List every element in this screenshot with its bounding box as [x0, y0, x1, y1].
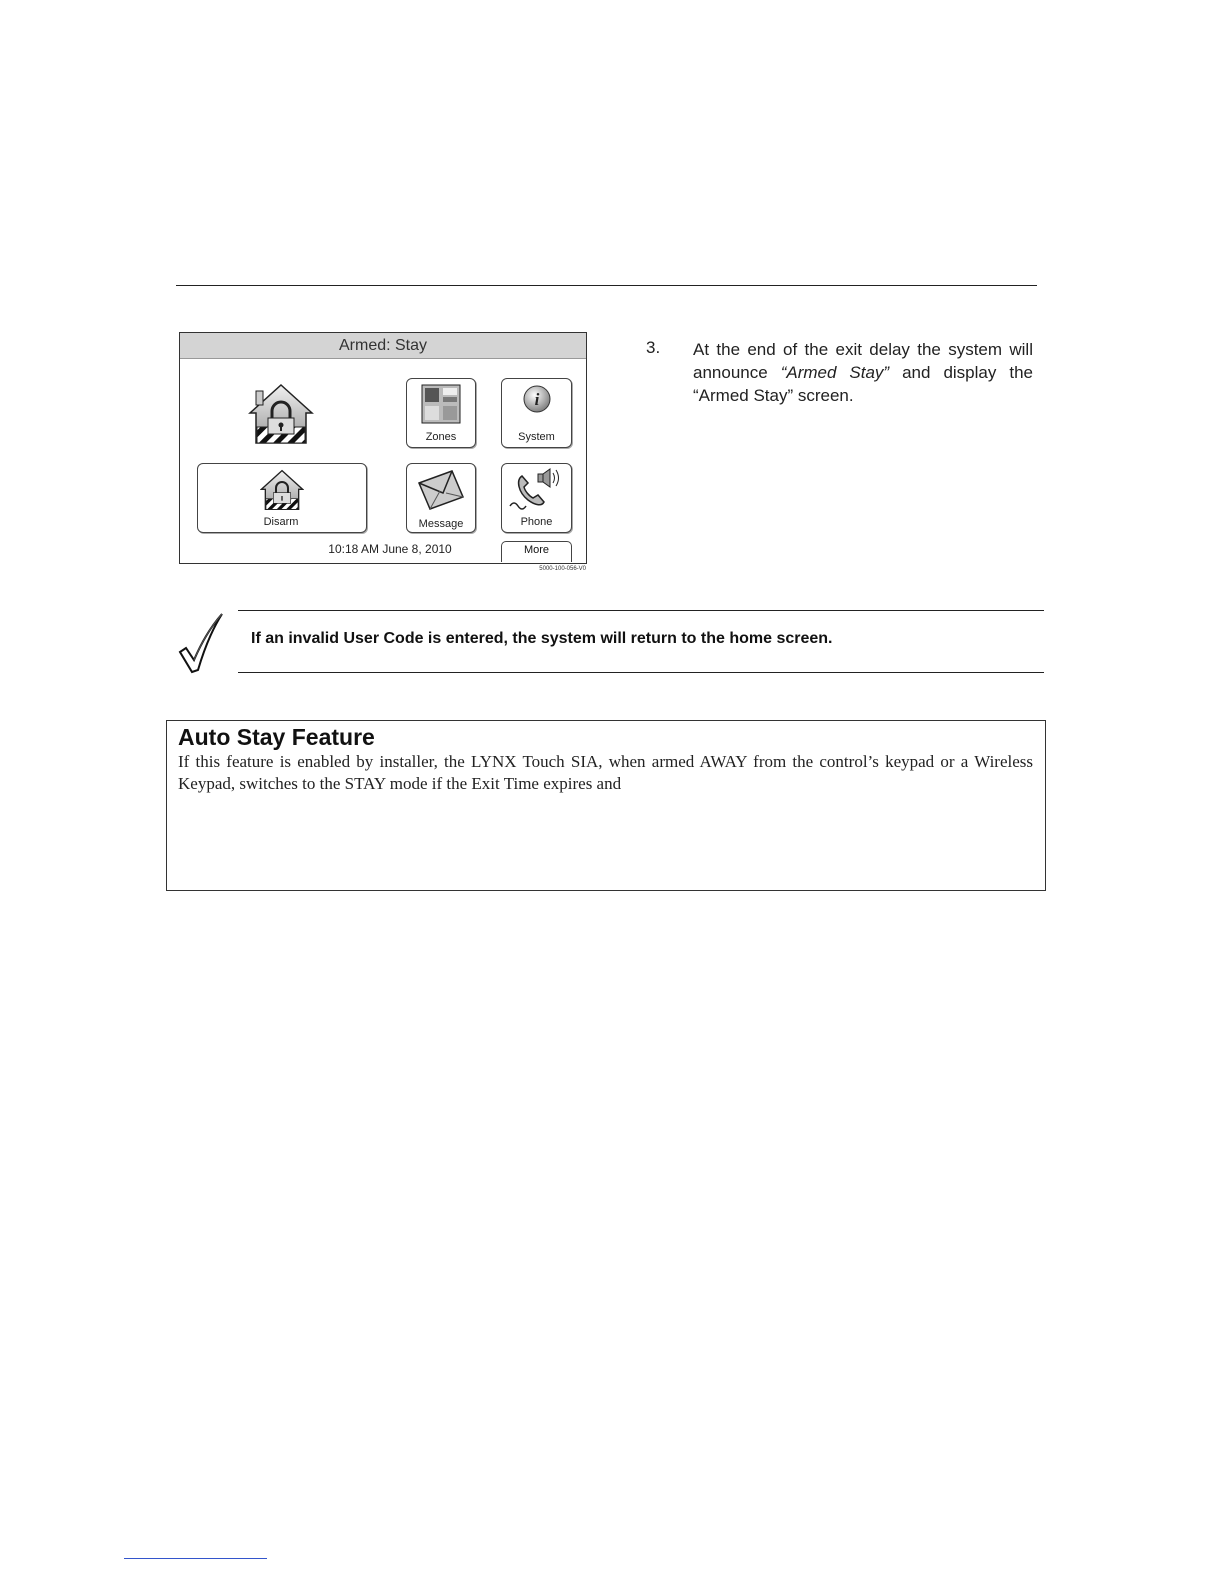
footer-link-rule — [124, 1558, 267, 1559]
system-button[interactable] — [501, 378, 572, 448]
message-button[interactable] — [406, 463, 476, 533]
zones-grid-icon — [421, 384, 461, 424]
system-label: System — [518, 431, 555, 443]
step-number: 3. — [646, 338, 661, 357]
date-time-readout: 10:18 AM June 8, 2010 — [328, 542, 452, 556]
disarm-label: Disarm — [263, 516, 299, 528]
disarm-house-icon — [260, 468, 304, 512]
armed-stay-screen-figure — [179, 332, 587, 564]
figure-id: 5000-100-056-V0 — [539, 566, 586, 572]
disarm-button[interactable] — [197, 463, 367, 533]
svg-text:i: i — [534, 390, 540, 409]
zones-label: Zones — [425, 431, 457, 443]
step-text-announcement: “Armed Stay” — [780, 363, 890, 382]
checkmark-icon — [176, 612, 224, 674]
auto-stay-feature-box — [166, 720, 1046, 891]
envelope-icon — [416, 469, 466, 511]
status-bar: Armed: Stay — [180, 333, 586, 359]
message-label: Message — [418, 518, 464, 530]
step-text-tail: and display the “Armed Stay” screen. — [693, 363, 1033, 405]
header-rule — [176, 285, 1037, 286]
armed-house-icon — [248, 383, 314, 445]
auto-stay-body: If this feature is enabled by installer, the LYNX Touch SIA, when armed AWAY from the control’s keypad or a Wireless Keypad, switches to the STAY mode if the Exit Time expires and — [178, 752, 1033, 793]
note-rule-bottom — [238, 672, 1044, 673]
auto-stay-title: Auto Stay Feature — [178, 724, 375, 750]
phone-label: Phone — [520, 516, 553, 528]
phone-button[interactable] — [501, 463, 572, 533]
step-text-lead: At the end of the exit delay the system will announce — [693, 340, 1033, 382]
info-icon — [522, 384, 552, 414]
phone-icon — [508, 466, 564, 512]
note-rule-top — [238, 610, 1044, 611]
note-text: If an invalid User Code is entered, the system will return to the home screen. — [251, 630, 833, 647]
step-text — [693, 338, 1033, 407]
more-button[interactable]: More — [501, 541, 572, 562]
zones-button[interactable] — [406, 378, 476, 448]
